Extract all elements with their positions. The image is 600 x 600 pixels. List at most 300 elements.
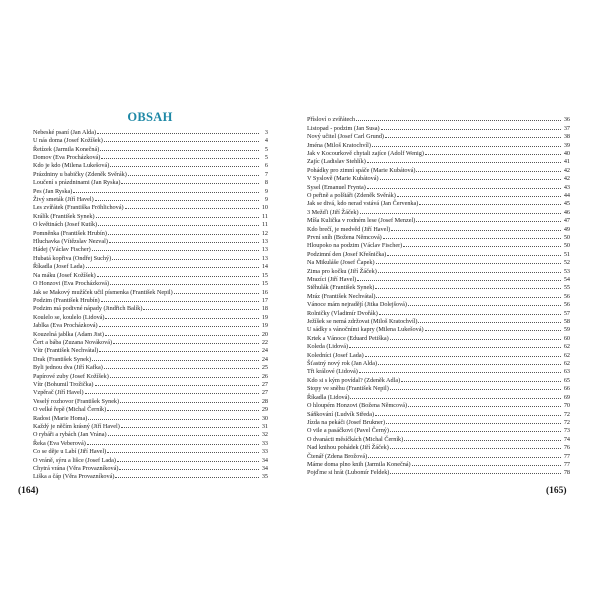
toc-entry-page: 14 [261,263,268,271]
toc-entry-title: Vzpěrač (Jiří Havel) [33,389,84,397]
dot-leader [425,325,561,332]
dot-leader [110,371,259,378]
toc-entry-page: 59 [563,326,570,334]
toc-entry [33,295,268,303]
toc-entry-page: 37 [563,124,570,132]
toc-entry-title: Kdo si s kým povídal? (Zdeněk Adla) [307,376,401,384]
dot-leader [390,384,561,391]
toc-entry-page: 5 [264,145,268,153]
toc-entry-page: 10 [261,204,268,212]
toc-entry-page: 62 [563,343,570,351]
toc-entry-page: 55 [563,284,570,292]
dot-leader [98,219,259,226]
toc-entry [33,413,268,421]
toc-entry-page: 39 [563,141,570,149]
toc-entry [33,186,268,194]
dot-leader [380,173,561,180]
toc-entry [33,203,268,211]
toc-entry [307,190,570,198]
dot-leader [100,144,259,151]
dot-leader [403,241,561,248]
toc-entry-page: 47 [563,217,570,225]
dot-leader [365,350,561,357]
dot-leader [425,148,561,155]
toc-entry-title: Drak (František Synek) [33,355,92,363]
toc-entry [307,434,570,442]
toc-entry [307,266,570,274]
dot-leader [73,186,259,193]
toc-entry-page: 8 [264,179,268,187]
dot-leader [104,362,259,369]
dot-leader [387,249,561,256]
dot-leader [96,211,259,218]
toc-entry-page: 9 [264,187,268,195]
toc-entry [33,287,268,295]
dot-leader [390,333,561,340]
dot-leader [416,215,561,222]
dot-leader [378,266,561,273]
toc-entry-title: O peřině a polštáři (Zdeněk Svěrák) [307,191,396,199]
toc-entry [307,468,570,476]
toc-entry-page: 24 [261,347,268,355]
dot-leader [121,177,259,184]
toc-entry-page: 17 [261,296,268,304]
toc-entry-title: Míša Kulička v rodném lese (Josef Menzel) [307,217,416,225]
toc-entry-page: 70 [563,402,570,410]
toc-entry [33,304,268,312]
toc-entry-title: Veselý rozhovor (František Synek) [33,397,120,405]
toc-entry [33,455,268,463]
dot-leader [101,295,259,302]
dot-leader [113,337,259,344]
toc-entry-page: 12 [261,229,268,237]
toc-entry [33,312,268,320]
toc-entry [33,161,268,169]
dot-leader [372,140,561,147]
toc-entry-title: Stěhulák (František Synek) [307,284,375,292]
toc-entry-page: 36 [563,116,570,124]
toc-entry-page: 51 [563,250,570,258]
toc-entry [33,144,268,152]
dot-leader [368,451,561,458]
toc-entry-page: 33 [261,448,268,456]
toc-entry-page: 20 [261,330,268,338]
toc-entry-page: 53 [563,267,570,275]
toc-entry-title: Koledníci (Josef Lada) [307,351,364,359]
dot-leader [92,354,259,361]
toc-entry [33,320,268,328]
toc-entry-page: 25 [261,364,268,372]
toc-entry-title: O vile a pasáčkovi (Pavel Černý) [307,427,389,435]
toc-entry [33,152,268,160]
toc-entry-title: O květinách (Josef Kutík) [33,221,98,229]
dot-leader [85,388,259,395]
toc-entry-page: 16 [261,288,268,296]
toc-entry-title: Nový učitel (Josef Carl Grund) [307,133,384,141]
dot-leader [408,400,561,407]
toc-entry-page: 62 [563,351,570,359]
toc-entry-page: 46 [563,208,570,216]
toc-entry [33,463,268,471]
toc-entry-page: 40 [563,149,570,157]
toc-entry-title: Vánoce mám nejradějí (Jitka Dolejšová) [307,301,407,309]
toc-entry-page: 50 [563,242,570,250]
dot-leader [404,434,561,441]
toc-entry-page: 42 [563,175,570,183]
toc-entry [307,299,570,307]
toc-entry-title: Podzim (František Hrubín) [33,296,100,304]
toc-entry [307,291,570,299]
dot-leader [383,232,561,239]
toc-entry [33,396,268,404]
toc-entry-title: O dvanácti měsíčkách (Michal Černík) [307,435,404,443]
toc-entry [33,346,268,354]
toc-entry [307,131,570,139]
toc-entry-page: 34 [261,456,268,464]
dot-leader [418,316,561,323]
toc-entry-page: 6 [264,162,268,170]
toc-entry [307,165,570,173]
toc-entry [33,262,268,270]
dot-leader [92,245,259,252]
toc-entry [307,451,570,459]
toc-entry-title: 3 Mežďi (Jiří Žáček) [307,208,359,216]
toc-entry [33,228,268,236]
toc-entry [33,278,268,286]
toc-entry-title: První sníh (Božena Němcová) [307,233,382,241]
toc-entry-page: 7 [264,170,268,178]
toc-entry-title: Chytrá vrána (Věra Provazníková) [33,465,119,473]
toc-entry-page: 22 [261,338,268,346]
toc-entry-page: 4 [264,137,268,145]
toc-entry-page: 69 [563,393,570,401]
left-page-number: (164) [18,486,39,496]
toc-entry [307,224,570,232]
dot-leader [381,123,561,130]
dot-leader [95,194,259,201]
toc-entry-page: 42 [563,166,570,174]
toc-entry-title: Vítr (Bohumil Trožička) [33,380,94,388]
dot-leader [367,157,561,164]
toc-entry [307,274,570,282]
toc-entry-title: Hubatá kopřiva (Ondřej Suchý) [33,254,112,262]
toc-entry-title: Kouzelná jablka (Adam Jist) [33,330,104,338]
dot-leader [143,304,259,311]
toc-entry-page: 32 [261,431,268,439]
dot-leader [99,346,259,353]
toc-entry [33,472,268,480]
toc-entry [307,375,570,383]
dot-leader [349,341,561,348]
toc-entry [33,219,268,227]
dot-leader [105,329,259,336]
toc-entry-page: 62 [563,360,570,368]
toc-entry-page: 19 [261,313,268,321]
dot-leader [390,468,561,475]
toc-entry-title: Pohádky pro zimní spáče (Marie Kubátová) [307,166,416,174]
toc-entry [307,316,570,324]
toc-entry-title: U sádky s vánočními kapry (Milena Lukešová) [307,326,424,334]
dot-leader [128,169,259,176]
toc-entry-page: 3 [264,128,268,136]
dot-leader [350,392,561,399]
toc-entry-title: O rybáři a rybách (Jan Vrána) [33,431,107,439]
toc-entry [307,140,570,148]
toc-entry [307,392,570,400]
toc-entry-page: 56 [563,292,570,300]
toc-entry-title: Loučení s prázdninami (Jan Ryska) [33,179,121,187]
toc-entry [307,199,570,207]
toc-entry-title: Jízda na pekáči (Josef Brukner) [307,418,385,426]
toc-entry-title: Ježíšek se nemá zdržovat (Miloš Kratochvíl) [307,318,418,326]
toc-entry [33,211,268,219]
toc-entry-title: Jablka (Eva Procházková) [33,322,98,330]
toc-entry [33,438,268,446]
toc-entry-page: 41 [563,158,570,166]
toc-entry [33,404,268,412]
right-page-number: (165) [546,486,567,496]
toc-entry-page: 19 [261,322,268,330]
toc-entry [33,194,268,202]
toc-entry-page: 33 [261,439,268,447]
toc-entry [307,341,570,349]
dot-leader [375,409,561,416]
toc-entry-page: 13 [261,246,268,254]
toc-entry-page: 49 [563,225,570,233]
toc-entry-title: Říkadla (Josef Lada) [33,263,85,271]
toc-entry [307,207,570,215]
toc-entry [33,329,268,337]
toc-entry-page: 66 [563,385,570,393]
toc-entry [307,459,570,467]
toc-entry-title: Rolničky (Vladimír Dvořák) [307,309,378,317]
toc-entry [307,157,570,165]
toc-entry-page: 72 [563,418,570,426]
toc-entry [33,135,268,143]
dot-leader [390,442,561,449]
toc-entry-title: Podzim má podivné nápady (Jindřich Balík) [33,305,143,313]
toc-entry-title: Na máku (Josef Kožíšek) [33,271,96,279]
dot-leader [174,287,259,294]
toc-entry [307,215,570,223]
toc-entry [307,249,570,257]
toc-entry-title: Řetízek (Jarmila Konečná) [33,145,100,153]
toc-entry-page: 11 [262,212,268,220]
toc-entry-title: Každý je něčím krásný (Jiří Havel) [33,423,120,431]
toc-entry-page: 31 [261,423,268,431]
dot-leader [376,257,561,264]
dot-leader [99,320,259,327]
dot-leader [385,131,561,138]
toc-entry [307,115,570,123]
toc-entry-title: Čert a bába (Zuzana Nováková) [33,338,113,346]
toc-entry-page: 9 [264,196,268,204]
toc-entry-title: Hádej (Václav Fischer) [33,246,91,254]
dot-leader [390,426,561,433]
toc-entry-page: 43 [563,183,570,191]
dot-leader [391,224,561,231]
dot-leader [110,278,259,285]
toc-entry-page: 45 [563,200,570,208]
dot-leader [119,463,259,470]
toc-entry [307,148,570,156]
toc-entry-title: Hloupoko na podzim (Václav Fischer) [307,242,403,250]
toc-entry [307,283,570,291]
dot-leader [107,404,259,411]
toc-entry-title: Králík (František Synek) [33,212,95,220]
toc-entry [33,337,268,345]
toc-entry-title: Jak se Makový mužíček učil písmenka (František Nepil) [33,288,173,296]
toc-entry-page: 52 [563,259,570,267]
toc-entry [307,182,570,190]
toc-entry-page: 56 [563,301,570,309]
toc-entry [33,430,268,438]
toc-entry-title: Máme doma plno knih (Jarmila Konečná) [307,460,411,468]
toc-entry-page: 44 [563,191,570,199]
toc-entry [33,177,268,185]
toc-entry [33,253,268,261]
toc-entry [307,308,570,316]
toc-entry-title: Sáňkování (Ludvík Středa) [307,410,375,418]
dot-leader [117,455,259,462]
dot-leader [107,446,259,453]
toc-entry-title: Řeka (Eva Veberová) [33,439,86,447]
toc-entry-title: Kdo je kdo (Milena Lukešová) [33,162,110,170]
toc-entry-page: 73 [563,427,570,435]
dot-leader [108,228,259,235]
dot-leader [87,438,259,445]
dot-leader [88,413,259,420]
toc-entry-page: 26 [261,372,268,380]
toc-entry-title: Krtek a Vánoce (Eduard Petiška) [307,334,389,342]
toc-entry-title: Jak v Kocourkově chytali zajíce (Adolf Wenig) [307,149,424,157]
toc-entry-page: 27 [261,380,268,388]
toc-entry [307,173,570,181]
toc-entry-title: Přísloví o zvířátech [307,116,356,124]
toc-entry-page: 24 [261,355,268,363]
toc-entry [33,379,268,387]
toc-entry [307,325,570,333]
dot-leader [108,430,259,437]
toc-entry-page: 76 [563,444,570,452]
toc-entry-page: 60 [563,334,570,342]
toc-entry [33,169,268,177]
toc-entry-title: Živý smeták (Jiří Havel) [33,196,94,204]
toc-entry [33,354,268,362]
toc-entry-page: 35 [261,473,268,481]
toc-entry-title: O velké řepě (Michal Černík) [33,406,107,414]
dot-leader [360,207,561,214]
dot-leader [109,236,259,243]
dot-leader [125,203,259,210]
toc-left-column [33,127,268,480]
dot-leader [356,115,561,122]
toc-entry-title: O Honzovi (Eva Procházková) [33,280,110,288]
toc-entry [33,421,268,429]
toc-entry-title: Hluchavka (Vítězslav Nezval) [33,238,108,246]
toc-entry-title: Sysel (Emanuel Frynta) [307,183,366,191]
toc-entry-page: 77 [563,452,570,460]
toc-entry-title: Radost (Marie Homa) [33,414,88,422]
toc-entry [307,400,570,408]
toc-entry-title: O hloupém Honzovi (Božena Němcová) [307,402,408,410]
toc-entry-title: Byli jednou dva (Jiří Kafka) [33,364,103,372]
dot-leader [121,421,259,428]
dot-leader [104,135,259,142]
dot-leader [386,417,561,424]
dot-leader [110,161,259,168]
toc-entry-title: Zima pro kočku (Jiří Žáček) [307,267,377,275]
toc-entry-title: Koleda (Lidová) [307,343,349,351]
toc-entry-title: Stopy ve sněhu (František Nepil) [307,385,389,393]
toc-entry-page: 65 [563,376,570,384]
toc-entry-title: Les zvířátek (Františka Fröhlichová) [33,204,124,212]
toc-entry-title: Říkadla (Lidová) [307,393,350,401]
toc-entry-page: 11 [262,221,268,229]
toc-entry [33,270,268,278]
dot-leader [95,379,260,386]
dot-leader [86,262,259,269]
toc-entry-page: 77 [563,460,570,468]
toc-entry [307,367,570,375]
toc-entry-page: 18 [261,305,268,313]
dot-leader [120,396,259,403]
toc-heading: OBSAH [127,110,173,124]
toc-entry-title: Zajíc (Ladislav Stehlík) [307,158,366,166]
toc-entry-title: V Syslově (Marie Kubátová) [307,175,379,183]
toc-entry-page: 38 [563,133,570,141]
toc-entry-page: 50 [563,233,570,241]
toc-entry [307,257,570,265]
toc-entry-title: Koulelo se, koulelo (Lidová) [33,313,105,321]
dot-leader [375,283,561,290]
dot-leader [115,472,259,479]
toc-entry-title: O vráně, sýru a lišce (Josef Lada) [33,456,116,464]
toc-entry [33,236,268,244]
dot-leader [408,299,561,306]
toc-entry-page: 27 [261,389,268,397]
toc-entry [307,417,570,425]
toc-entry [307,333,570,341]
toc-entry-title: Nad knihou pohádek (Jiří Žáček) [307,444,389,452]
toc-entry-title: Domov (Eva Procházková) [33,154,101,162]
dot-leader [416,165,561,172]
dot-leader [376,291,561,298]
toc-entry [307,241,570,249]
dot-leader [412,459,561,466]
dot-leader [367,182,561,189]
dot-leader [401,375,561,382]
toc-entry [33,446,268,454]
toc-entry-title: Listopad - podzim (Jan Susa) [307,124,380,132]
toc-entry-title: Pes (Jan Ryska) [33,187,73,195]
toc-entry-page: 15 [261,280,268,288]
toc-entry-title: Pomněnka (František Hrubín) [33,229,107,237]
toc-entry-title: Tři králové (Lidová) [307,368,358,376]
toc-entry-page: 5 [264,154,268,162]
toc-entry-page: 63 [563,368,570,376]
toc-entry-title: Papírové zuby (Josef Kožíšek) [33,372,109,380]
toc-entry-page: 74 [563,435,570,443]
toc-entry-page: 30 [261,414,268,422]
toc-entry-page: 13 [261,254,268,262]
toc-entry-title: Co se děje u Labí (Jiří Havel) [33,448,107,456]
toc-entry [307,409,570,417]
toc-entry [307,358,570,366]
toc-entry-page: 15 [261,271,268,279]
dot-leader [97,270,259,277]
toc-entry-title: Nebeské psaní (Jan Alda) [33,128,97,136]
